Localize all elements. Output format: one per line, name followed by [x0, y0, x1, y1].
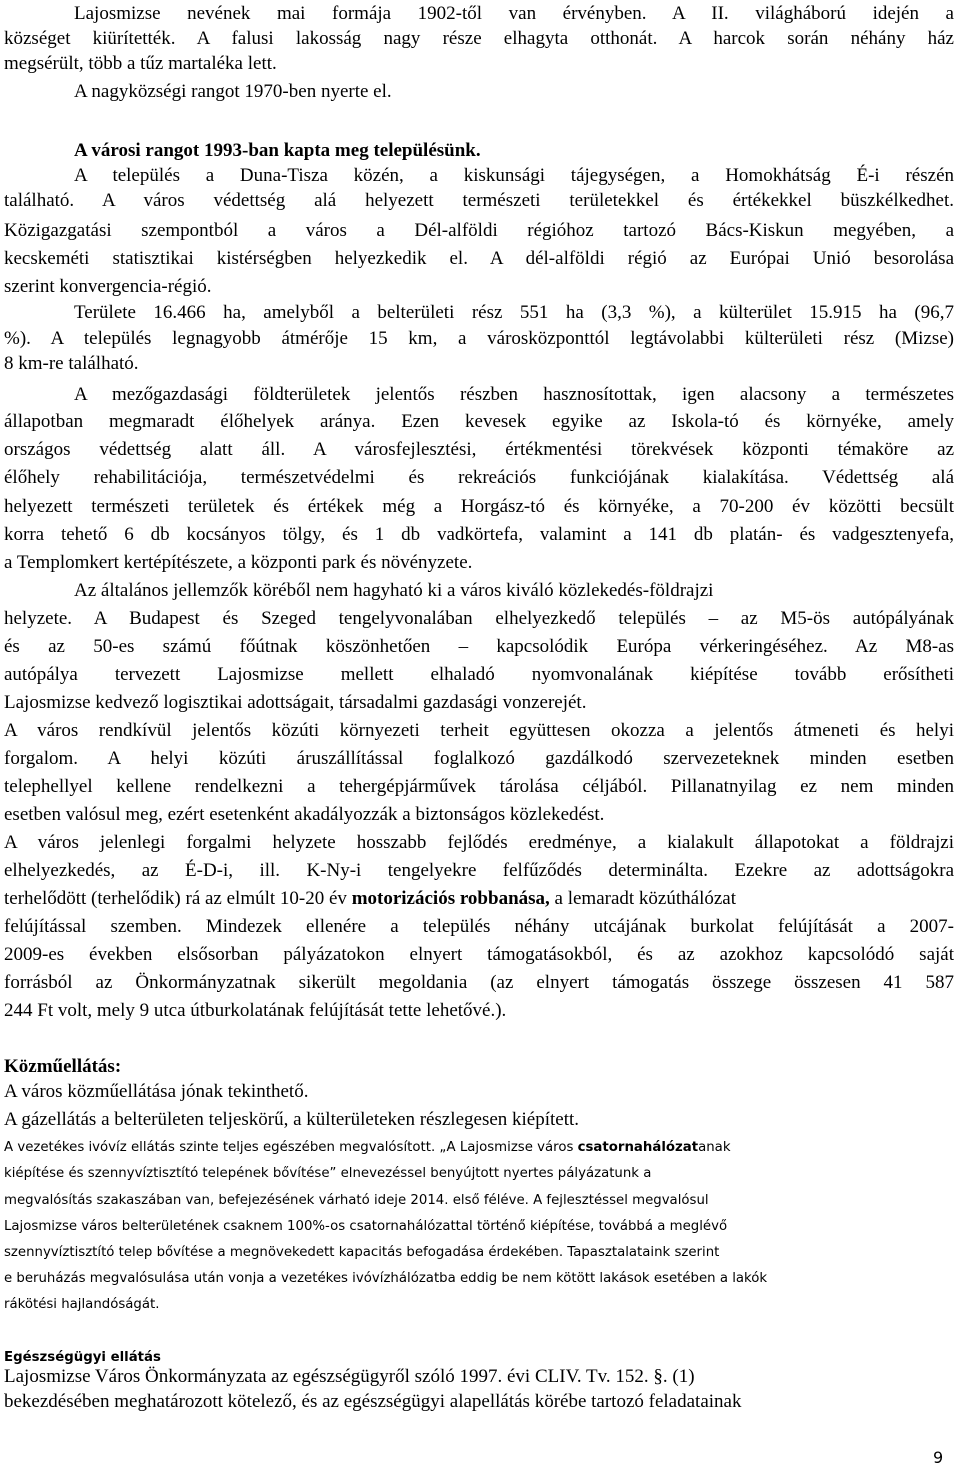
text-line: 244 Ft volt, mely 9 utca útburkolatának felújítását tette lehetővé.). [4, 1000, 507, 1021]
text-line-mixed [4, 1136, 954, 1160]
text-line: megvalósítás szakaszában van, befejezésének várható ideje 2014. első féléve. A fejlesztéssel megvalósul [4, 1193, 709, 1208]
text-line: Területe 16.466 ha, amelyből a belterületi rész 551 ha (3,3 %), a külterület 15.915 ha (96,7 [74, 302, 954, 323]
bold-word: csatornahálózat [577, 1140, 699, 1155]
text-line: Az általános jellemzők köréből nem hagyható ki a város kiváló közlekedés-földrajzi [74, 580, 714, 601]
section-heading-kozmuellatas: Közműellátás: [4, 1056, 122, 1077]
text-span: terhelődött (terhelődik) rá az elmúlt 10-20 év [4, 888, 352, 909]
text-line: autópálya tervezett Lajosmizse mellett elhaladó nyomvonalának kiépítése tovább erősítheti [4, 664, 954, 685]
text-line: A város jelenlegi forgalmi helyzete hosszabb fejlődés eredménye, a kialakult állapotokat a földrajzi [4, 832, 954, 853]
text-line: községet kiürítették. A falusi lakosság nagy része elhagyta otthonát. A harcok során néhány ház [4, 28, 954, 49]
section-heading-egeszsegugyi-ellatas: Egészségügyi ellátás [4, 1350, 161, 1365]
text-line: helyzete. A Budapest és Szeged tengelyvonalában elhelyezkedő település – az M5-ös autópályának [4, 608, 954, 629]
text-line: e beruházás megvalósulása után vonja a vezetékes ivóvízhálózatba eddig be nem kötött lakások esetében a lakók [4, 1271, 768, 1286]
text-line: elhelyezkedés, az É-D-i, ill. K-Ny-i tengelyekre felfűződés determinálta. Ezekre az adottságokra [4, 860, 954, 881]
text-line: A nagyközségi rangot 1970-ben nyerte el. [74, 81, 392, 102]
text-line: felújítással szemben. Mindezek ellenére a település néhány utcájának burkolat felújítását a 2007- [4, 916, 954, 937]
text-line: A mezőgazdasági földterületek jelentős részben hasznosítottak, igen alacsony a természetes [74, 384, 954, 405]
text-line: %). A település legnagyobb átmérője 15 km, a városközponttól legtávolabbi külterületi rész (Mizse) [4, 328, 954, 349]
bold-phrase: motorizációs robbanása, [351, 888, 550, 909]
text-line: A település a Duna-Tisza közén, a kiskunsági tájegységen, a Homokhátság É-i részén [74, 165, 954, 186]
text-line: forgalom. A helyi közúti áruszállítással foglalkozó gazdálkodó szervezeteknek minden esetben [4, 748, 954, 769]
text-span: A vezetékes ivóvíz ellátás szinte teljes egészében megvalósított. „A Lajosmizse város [4, 1140, 578, 1155]
text-line: bekezdésében meghatározott kötelező, és az egészségügyi alapellátás körébe tartozó feladatainak [4, 1391, 742, 1412]
text-line: a Templomkert kertépítészete, a központi park és növényzete. [4, 552, 473, 573]
text-line: kiépítése és szennyvíztisztító telepének bővítése” elnevezéssel benyújtott nyertes pályázatunk a [4, 1166, 652, 1181]
text-line: telephellyel kellene rendelkezni a tehergépjárművek tárolása céljából. Pillanatnyilag ez nem minden [4, 776, 954, 797]
text-line: helyezett természeti területek és értékek még a Horgász-tó és környéke, a 70-200 év közötti becsült [4, 496, 954, 517]
text-line: található. A város védettség alá helyezett természeti területekkel és értékekkel büszkélkedhet. [4, 190, 954, 211]
text-line: forrásból az Önkormányzatnak sikerült megoldania (az elnyert támogatás összege összesen 41 587 [4, 972, 954, 993]
text-line: Lajosmizse nevének mai formája 1902-től van érvényben. A II. világháború idején a [74, 3, 954, 24]
text-line: megsérült, több a tűz martaléka lett. [4, 53, 277, 74]
text-line: szennyvíztisztító telep bővítése a megnövekedett kapacitás befogadása érdekében. Tapasztalataink szerint [4, 1245, 720, 1260]
text-line: 8 km-re található. [4, 353, 139, 374]
text-line: Lajosmizse Város Önkormányzata az egészségügyről szóló 1997. évi CLIV. Tv. 152. §. (1) [4, 1366, 695, 1387]
text-line: élőhely rehabilitációja, természetvédelmi és rekreációs funkciójának kialakítása. Védettség alá [4, 467, 954, 488]
text-line: országos védettség alatt áll. A városfejlesztési, értékmentési törekvések központi témaköre az [4, 439, 954, 460]
text-line: A gázellátás a belterületen teljeskörű, a külterületeken részlegesen kiépített. [4, 1109, 580, 1130]
page-number: 9 [933, 1448, 944, 1467]
text-line: és az 50-es számú főútnak köszönhetően – kapcsolódik Európa vérkeringéséhez. Az M8-as [4, 636, 954, 657]
text-line: rákötési hajlandóságát. [4, 1297, 160, 1312]
text-line: korra tehető 6 db kocsányos tölgy, és 1 db vadkörtefa, valamint a 141 db platán- és vadgesztenyefa, [4, 524, 954, 545]
text-span: a lemaradt közúthálózat [549, 888, 736, 909]
text-line: A város közműellátása jónak tekinthető. [4, 1081, 309, 1102]
text-line: Közigazgatási szempontból a város a Dél-alföldi régióhoz tartozó Bács-Kiskun megyében, a [4, 220, 954, 241]
text-line: kecskeméti statisztikai kistérségben helyezkedik el. A dél-alföldi régió az Európai Unió besorolása [4, 248, 954, 269]
section-heading: A városi rangot 1993-ban kapta meg településünk. [74, 140, 481, 161]
text-line: A város rendkívül jelentős közúti környezeti terheit együttesen okozza a jelentős átmeneti és helyi [4, 720, 954, 741]
text-line: 2009-es években elsősorban pályázatokon elnyert támogatásokból, és az azokhoz kapcsolódó saját [4, 944, 954, 965]
text-line: állapotban megmaradt élőhelyek aránya. Ezen kevesek egyike az Iskola-tó és környéke, amely [4, 411, 954, 432]
text-line: Lajosmizse kedvező logisztikai adottságait, társadalmi gazdasági vonzerejét. [4, 692, 587, 713]
text-line-mixed [4, 887, 954, 911]
text-line: szerint konvergencia-régió. [4, 276, 212, 297]
text-line: Lajosmizse város belterületének csaknem 100%-os csatornahálózattal történő kiépítése, továbbá a meglévő [4, 1219, 728, 1234]
text-span: anak [698, 1140, 731, 1155]
text-line: esetben valósul meg, ezért esetenként akadályozzák a biztonságos közlekedést. [4, 804, 605, 825]
